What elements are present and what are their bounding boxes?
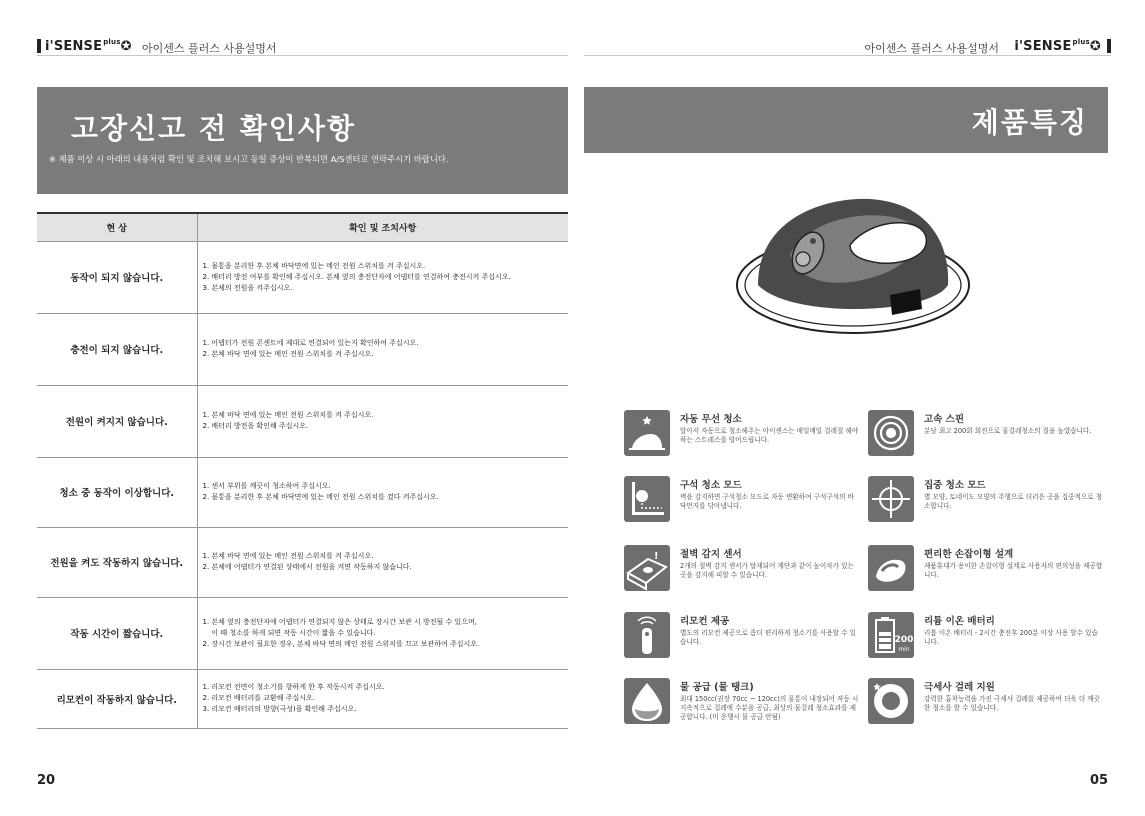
action-cell (197, 241, 568, 313)
water-drop-icon (624, 678, 670, 724)
action-cell (197, 385, 568, 457)
feature-item (868, 612, 1108, 670)
action-line: 1. 물통을 분리한 후 본체 바닥면에 있는 메인 전원 스위치를 켜 주십시오. (202, 261, 426, 270)
action-line: 1. 센서 부위를 깨끗이 청소하여 주십시오. (202, 482, 331, 490)
troubleshooting-table (37, 212, 568, 729)
column-header-action: 확인 및 조치사항 (197, 213, 568, 241)
action-line: 2. 리모컨 배터리를 교환해 주십시오. (202, 694, 315, 702)
action-cell (197, 313, 568, 385)
feature-description: 최대 150cc(권장 70cc ~ 120cc)의 물통이 내장되어 작동 시 지속적으로 걸레에 수분을 공급, 최상의 물걸레 청소효과를 제공합니다. (미 운행시 물 공급 안됨) (680, 695, 859, 721)
action-cell (197, 527, 568, 597)
feature-title: 극세사 걸레 지원 (924, 682, 995, 693)
auto-clean-icon (624, 410, 670, 456)
action-cell (197, 597, 568, 669)
feature-title: 자동 무선 청소 (680, 414, 742, 425)
page-subtitle: ※ 제품 이상 시 아래의 내용처럼 확인 및 조치해 보시고 동일 증상이 반복되면 A/S센터로 연락주시기 바랍니다. (49, 154, 449, 164)
table-header-row (37, 213, 568, 241)
feature-description: 별 모양, 토네이도 모양의 주행으로 더러운 곳을 집중적으로 청소합니다. (924, 493, 1103, 510)
action-line: 1. 리모컨 전면이 청소기를 향하게 한 후 작동시켜 주십시오. (202, 683, 385, 691)
troubleshooting-banner (37, 87, 568, 194)
table-row (37, 527, 568, 597)
microfiber-icon (868, 678, 914, 724)
action-line: 2. 본체에 어댑터가 연결된 상태에서 전원을 켜면 작동하지 않습니다. (202, 563, 412, 571)
page-title: 제품특징 (971, 106, 1088, 139)
feature-description: 별도의 리모컨 제공으로 좀더 편리하게 청소기를 사용할 수 있습니다. (680, 629, 857, 646)
feature-item (624, 678, 864, 736)
feature-item (624, 476, 864, 534)
symptom-cell: 청소 중 동작이 이상합니다. (37, 457, 197, 527)
action-line: 3. 본체의 전원을 켜주십시오. (202, 283, 293, 292)
feature-description: 2개의 절벽 감지 센서가 탑재되어 계단과 같이 높이차가 있는 곳을 감지해 피할 수 있습니다. (680, 562, 854, 579)
header-mark (1107, 39, 1111, 53)
symptom-cell: 동작이 되지 않습니다. (37, 241, 197, 313)
focus-clean-icon (868, 476, 914, 522)
action-line: 2. 물통을 분리한 후 본체 바닥면에 있는 메인 전원 스위치를 껐다 켜주십시오. (202, 493, 439, 501)
symptom-cell: 전원이 켜지지 않습니다. (37, 385, 197, 457)
svg-text:!: ! (654, 551, 659, 562)
cliff-sensor-icon (624, 545, 670, 591)
action-line: 1. 본체 옆의 충전단자에 어댑터가 연결되지 않은 상태로 장시간 보관 시 방전될 수 있으며, (202, 617, 477, 626)
manual-title: 아이센스 플러스 사용설명서 (864, 42, 999, 55)
column-header-symptom: 현 상 (37, 213, 197, 241)
table-row (37, 669, 568, 728)
feature-title: 구석 청소 모드 (680, 480, 742, 491)
feature-title: 리모컨 제공 (680, 616, 730, 627)
feature-item (868, 476, 1108, 534)
feature-description: 알아서 자동으로 청소해주는 아이센스는 매일매일 걸레질 해야하는 스트레스를 덜어드립니다. (680, 427, 859, 444)
feature-item (624, 545, 864, 603)
feature-title: 리튬 이온 배터리 (924, 616, 995, 627)
manual-title: 아이센스 플러스 사용설명서 (142, 42, 277, 55)
feature-item (868, 678, 1108, 736)
feature-description: 강력한 흡착능력을 가진 극세사 걸레를 제공하여 더욱 더 깨끗한 청소를 할 수 있습니다. (924, 695, 1101, 712)
battery-minutes-unit: min (898, 646, 910, 653)
brand-logo: $i'SENSE^{plus}✪$ (45, 38, 132, 54)
table-row (37, 313, 568, 385)
remote-icon (624, 612, 670, 658)
feature-title: 편리한 손잡이형 설계 (924, 549, 1014, 560)
page-title: 고장신고 전 확인사항 (71, 112, 356, 145)
feature-title: 물 공급 (물 탱크) (680, 682, 754, 693)
brand-logo: $i'SENSE^{plus}✪$ (1014, 38, 1101, 54)
battery-minutes-value: 200 (894, 635, 914, 645)
page-number-left: 20 (37, 773, 56, 788)
battery-badge (894, 636, 914, 654)
feature-description: 분당 최고 200회 회전으로 물걸레청소의 질을 높였습니다. (924, 427, 1092, 435)
action-line: 1. 본체 바닥 면에 있는 메인 전원 스위치를 켜 주십시오. (202, 411, 374, 419)
feature-description: 리튬 이온 배터리 - 2시간 충전후 200분 이상 사용 할수 있습니다. (924, 629, 1098, 646)
symptom-cell: 리모컨이 작동하지 않습니다. (37, 669, 197, 728)
action-line: 1. 어댑터가 전원 콘센트에 제대로 연결되어 있는지 확인하여 주십시오. (202, 339, 419, 347)
feature-title: 고속 스핀 (924, 414, 965, 425)
feature-item (624, 612, 864, 670)
table-row (37, 457, 568, 527)
action-line: 2. 장시간 보관이 필요한 경우, 본체 바닥 면의 메인 전원 스위치를 끄고 보관하여 주십시오. (202, 639, 480, 648)
feature-title: 집중 청소 모드 (924, 480, 986, 491)
features-banner (584, 87, 1108, 153)
page-number-right: 05 (1090, 773, 1109, 788)
left-page-header (37, 38, 568, 56)
action-line: 이 때 청소를 하게 되면 작동 시간이 짧을 수 있습니다. (202, 628, 376, 637)
action-line: 2. 본체 바닥 면에 있는 메인 전원 스위치를 켜 주십시오. (202, 350, 374, 358)
feature-description: 제품휴대가 용이한 손잡이형 설계로 사용자의 편의성을 제공합니다. (924, 562, 1103, 579)
feature-item (624, 410, 864, 468)
symptom-cell: 충전이 되지 않습니다. (37, 313, 197, 385)
feature-description: 벽을 감지하면 구석청소 모드로 자동 변환하여 구석구석의 바닥먼지를 닦아냅니다. (680, 493, 854, 510)
header-mark (37, 39, 41, 53)
action-line: 2. 배터리 방전 여부를 확인해 주십시오. 본체 옆의 충전단자에 어댑터를 연결하여 충전시켜 주십시오. (202, 272, 511, 281)
symptom-cell: 전원을 켜도 작동하지 않습니다. (37, 527, 197, 597)
action-cell (197, 669, 568, 728)
battery-icon (868, 612, 914, 658)
corner-clean-icon (624, 476, 670, 522)
feature-item (868, 410, 1108, 468)
spin-icon (868, 410, 914, 456)
robot-mop-illustration (730, 185, 976, 345)
action-line: 1. 본체 바닥 면에 있는 메인 전원 스위치를 켜 주십시오. (202, 552, 374, 560)
symptom-cell: 작동 시간이 짧습니다. (37, 597, 197, 669)
right-page-header (584, 38, 1111, 56)
feature-title: 절벽 감지 센서 (680, 549, 742, 560)
table-row (37, 241, 568, 313)
action-line: 3. 리모컨 배터리의 방향(극성)을 확인해 주십시오. (202, 705, 357, 713)
table-row (37, 597, 568, 669)
table-row (37, 385, 568, 457)
action-line: 2. 배터리 방전을 확인해 주십시오. (202, 422, 309, 430)
action-cell (197, 457, 568, 527)
handle-icon (868, 545, 914, 591)
feature-item (868, 545, 1108, 603)
